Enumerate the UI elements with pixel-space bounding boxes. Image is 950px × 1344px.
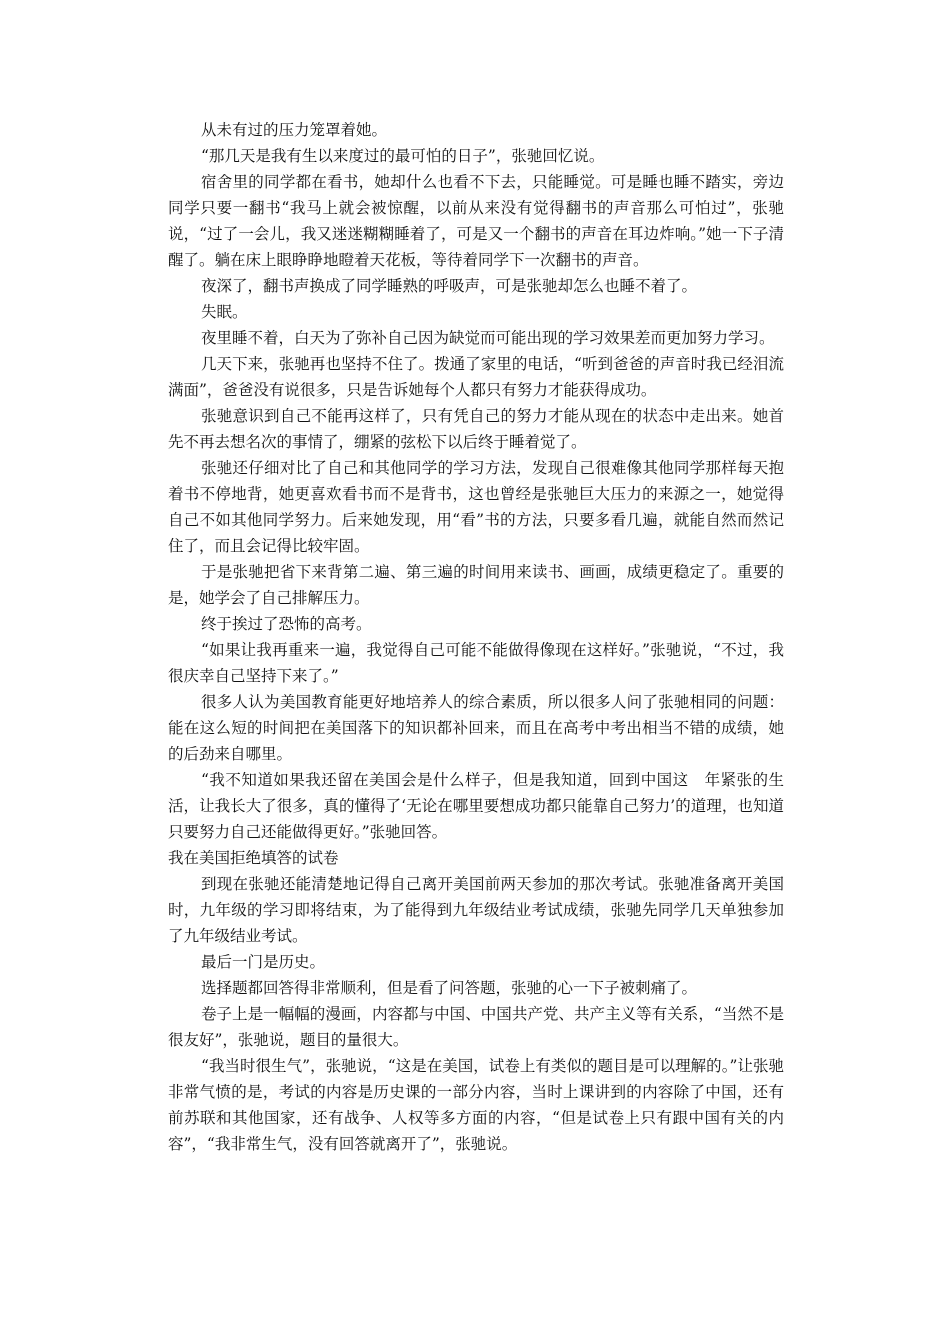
paragraph: 夜深了，翻书声换成了同学睡熟的呼吸声，可是张驰却怎么也睡不着了。	[201, 277, 698, 295]
paragraph: “那几天是我有生以来度过的最可怕的日子”，张驰回忆说。	[201, 147, 605, 165]
paragraph: 张驰还仔细对比了自己和其他同学的学习方法，发现自己很难像其他同学那样每天抱着书不停地背，她更喜欢看书而不是背书，这也曾经是张驰巨大压力的来源之一，她觉得自己不如其他同学努力。后来她发现，用“看”书的方法，只要多看几遍，就能自然而然记住了，而且会记得比较牢固。	[168, 459, 784, 555]
paragraph: “我不知道如果我还留在美国会是什么样子，但是我知道，回到中国这 年紧张的生活，让我长大了很多，真的懂得了‘无论在哪里要想成功都只能靠自己努力’的道理，也知道只要努力自己还能做得更好。”张驰回答。	[168, 771, 784, 841]
paragraph: 卷子上是一幅幅的漫画，内容都与中国、中国共产党、共产主义等有关系，“当然不是很友好”，张驰说，题目的量很大。	[168, 1005, 784, 1049]
paragraph: 很多人认为美国教育能更好地培养人的综合素质，所以很多人问了张驰相同的问题：能在这么短的时间把在美国落下的知识都补回来，而且在高考中考出相当不错的成绩，她的后劲来自哪里。	[168, 693, 784, 763]
paragraph: 宿舍里的同学都在看书，她却什么也看不下去，只能睡觉。可是睡也睡不踏实，旁边同学只要一翻书“我马上就会被惊醒，以前从来没有觉得翻书的声音那么可怕过”，张驰说，“过了一会儿，我又迷迷糊糊睡着了，可是又一个翻书的声音在耳边炸响。”她一下子清醒了。躺在床上眼睁睁地瞪着天花板，等待着同学下一次翻书的声音。	[168, 173, 784, 269]
section-heading: 我在美国拒绝填答的试卷	[168, 849, 339, 867]
paragraph: 最后一门是历史。	[201, 953, 326, 971]
paragraph: “如果让我再重来一遍，我觉得自己可能不能做得像现在这样好。”张驰说，“不过，我很庆幸自己坚持下来了。”	[168, 641, 784, 685]
paragraph: 夜里睡不着，白天为了弥补自己因为缺觉而可能出现的学习效果差而更加努力学习。	[201, 329, 775, 347]
paragraph: 到现在张驰还能清楚地记得自己离开美国前两天参加的那次考试。张驰准备离开美国时，九年级的学习即将结束，为了能得到九年级结业考试成绩，张驰先同学几天单独参加了九年级结业考试。	[168, 875, 784, 945]
paragraph: 失眠。	[201, 303, 248, 321]
paragraph: 几天下来，张驰再也坚持不住了。拨通了家里的电话，“听到爸爸的声音时我已经泪流满面”，爸爸没有说很多，只是告诉她每个人都只有努力才能获得成功。	[168, 355, 784, 399]
paragraph: 选择题都回答得非常顺利，但是看了问答题，张驰的心一下子被刺痛了。	[201, 979, 698, 997]
paragraph: 从未有过的压力笼罩着她。	[201, 121, 388, 139]
document-body	[168, 117, 784, 1157]
paragraph: 张驰意识到自己不能再这样了，只有凭自己的努力才能从现在的状态中走出来。她首先不再去想名次的事情了，绷紧的弦松下以后终于睡着觉了。	[168, 407, 784, 451]
paragraph: 于是张驰把省下来背第二遍、第三遍的时间用来读书、画画，成绩更稳定了。重要的是，她学会了自己排解压力。	[168, 563, 784, 607]
paragraph: 终于挨过了恐怖的高考。	[201, 615, 372, 633]
paragraph: “我当时很生气”，张驰说，“这是在美国，试卷上有类似的题目是可以理解的。”让张驰非常气愤的是，考试的内容是历史课的一部分内容，当时上课讲到的内容除了中国，还有前苏联和其他国家，还有战争、人权等多方面的内容，“但是试卷上只有跟中国有关的内容”，“我非常生气，没有回答就离开了”，张驰说。	[168, 1057, 784, 1153]
